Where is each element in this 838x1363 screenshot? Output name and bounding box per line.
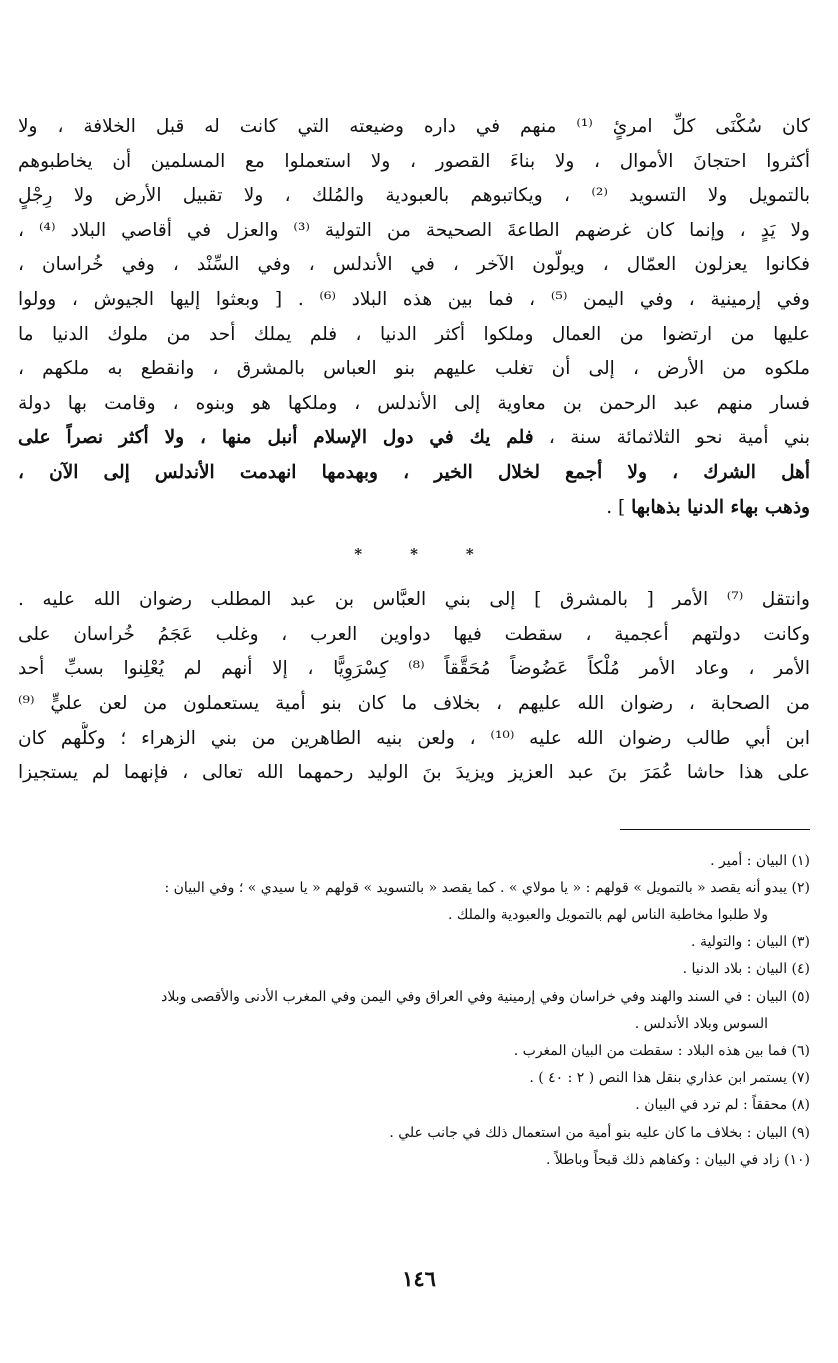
text-segment: ] . xyxy=(606,496,632,518)
text-segment: بالتمويل ولا التسويد ⁽²⁾ ، ويكاتبوهم بالعبودية والمُلك ، ولا تقبيل الأرض ولا رِجْلٍ xyxy=(18,185,810,207)
text-segment: فكانوا يعزلون العمّال ، ويولّون الآخر ، في الأندلس ، وفي السِّنْد ، وفي خُراسان ، xyxy=(18,254,810,276)
footnote: (٦) فما بين هذه البلاد : سقطت من البيان المغرب . xyxy=(513,1043,810,1059)
text-line xyxy=(18,318,810,353)
text-line xyxy=(18,491,810,526)
text-line xyxy=(18,456,810,491)
text-segment: على هذا حاشا عُمَرَ بنَ عبد العزيز ويزيدَ بنَ الوليد رحمهما الله تعالى ، فإنهما لم يستجيزا xyxy=(18,762,810,784)
separator-star: * xyxy=(354,545,363,564)
text-line xyxy=(18,756,810,791)
text-line xyxy=(18,387,810,422)
text-segment: ابن أبي طالب رضوان الله عليه ⁽¹⁰⁾ ، ولعن بنيه الطاهرين من بني الزهراء ؛ وكلُّهم كان xyxy=(18,727,810,749)
footnote: (٥) البيان : في السند والهند وفي خراسان وفي إرمينية وفي العراق وفي اليمن وفي المغرب الأدنى والأقصى وبلاد xyxy=(161,988,810,1005)
separator-star: * xyxy=(465,545,474,564)
text-line xyxy=(18,352,810,387)
separator-star: * xyxy=(410,545,418,564)
bold-text-segment: وذهب بهاء الدنيا بذهابها xyxy=(631,496,810,518)
text-line xyxy=(18,583,810,618)
text-segment: من الصحابة ، رضوان الله عليهم ، بخلاف ما كان بنو أمية يستعملون من لعن عليٍّ ⁽⁹⁾ xyxy=(18,692,810,714)
text-line xyxy=(18,145,810,180)
text-line xyxy=(18,214,810,249)
text-segment: ملكوه من الأرض ، إلى أن تغلب عليهم بنو العباس بالمشرق ، وانقطع به ملكهم ، xyxy=(18,358,810,380)
footnote: (١) البيان : أمير . xyxy=(710,852,810,869)
text-segment: ولا يَدٍ ، وإنما كان غرضهم الطاعةَ الصحيحة من التولية ⁽³⁾ والعزل في أقاصي البلاد ⁽⁴⁾ ، xyxy=(18,219,810,241)
footnote: (١٠) زاد في البيان : وكفاهم ذلك قبحاً وباطلاً . xyxy=(545,1151,810,1168)
text-segment: أكثروا احتجانَ الأموال ، ولا بناءَ القصور ، ولا استعملوا مع المسلمين أن يخاطبوهم xyxy=(18,150,810,172)
footnote-continuation: ولا طلبوا مخاطبة الناس لهم بالتمويل والعبودية والملك . xyxy=(447,907,768,924)
footnote: (٨) محققاً : لم ترد في البيان . xyxy=(635,1097,810,1114)
text-segment: بني أمية نحو الثلاثمائة سنة ، xyxy=(533,427,810,449)
text-line xyxy=(18,248,810,283)
text-segment: فسار منهم عبد الرحمن بن معاوية إلى الأندلس ، وملكها هو وبنوه ، وقامت بها دولة xyxy=(18,392,810,414)
bold-text-segment: فلم يك في دول الإسلام أنبل منها ، ولا أكثر نصراً على xyxy=(18,427,534,449)
section-separator xyxy=(18,525,810,583)
page-number: ١٤٦ xyxy=(402,1266,436,1291)
footnote: (٢) يبدو أنه يقصد « بالتمويل » قولهم : « يا مولاي » . كما يقصد « بالتسويد » قولهم « يا سيدي » ؛ وفي البيان : xyxy=(164,879,810,896)
footnote: (٩) البيان : بخلاف ما كان عليه بنو أمية من استعمال ذلك في جانب علي . xyxy=(389,1124,810,1141)
text-line xyxy=(18,110,810,145)
text-segment: وكانت دولتهم أعجمية ، سقطت فيها دواوين العرب ، وغلب عَجَمُ خُراسان على xyxy=(18,623,810,645)
text-segment: عليها من ارتضوا من العمال وملكوا أكثر الدنيا ، فلم يملك أحد من ملوك الدنيا ما xyxy=(18,323,810,345)
text-line xyxy=(18,652,810,687)
text-segment: الأمر ، وعاد الأمر مُلْكاً عَضُوضاً مُحَقَّقاً ⁽⁸⁾ كِسْرَوِيًّا ، إلا أنهم لم يُعْلِنوا بسبِّ أحد xyxy=(18,658,810,680)
footnote: (٧) يستمر ابن عذاري بنقل هذا النص ( ٢ : ٤٠ ) . xyxy=(529,1070,810,1087)
paragraph-1 xyxy=(18,110,810,525)
text-segment: كان سُكْنَى كلِّ امرئٍ ⁽¹⁾ منهم في داره وضيعته التي كانت له قبل الخلافة ، ولا xyxy=(18,116,810,137)
bold-text-segment: أهل الشرك ، ولا أجمع لخلال الخير ، وبهدمها انهدمت الأندلس إلى الآن ، xyxy=(18,461,810,483)
paragraph-2 xyxy=(18,583,810,791)
text-line xyxy=(18,687,810,722)
text-line xyxy=(18,421,810,456)
footnote: (٣) البيان : والتولية . xyxy=(691,934,810,951)
text-line xyxy=(18,179,810,214)
footnote-continuation: السوس وبلاد الأندلس . xyxy=(634,1015,768,1032)
text-segment: وانتقل ⁽⁷⁾ الأمر [ بالمشرق ] إلى بني العبَّاس بن عبد المطلب رضوان الله عليه . xyxy=(18,589,810,611)
text-line xyxy=(18,722,810,757)
text-segment: وفي إرمينية ، وفي اليمن ⁽⁵⁾ ، فما بين هذه البلاد ⁽⁶⁾ . [ وبعثوا إليها الجيوش ، وولوا xyxy=(18,288,810,310)
footnote: (٤) البيان : بلاد الدنيا . xyxy=(682,961,810,978)
text-line xyxy=(18,283,810,318)
footnotes xyxy=(18,848,810,1174)
footnote-rule xyxy=(620,829,810,830)
text-line xyxy=(18,618,810,653)
